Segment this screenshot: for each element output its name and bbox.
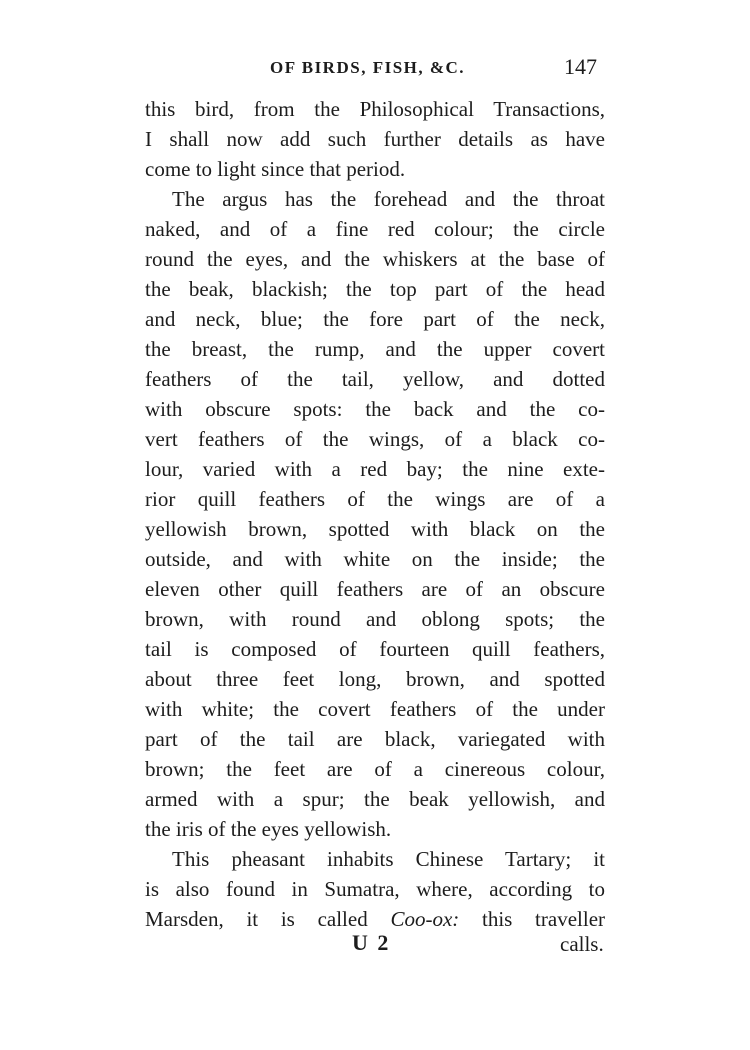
text-line: the beak, blackish; the top part of the head: [145, 277, 605, 301]
text-line: eleven other quill feathers are of an obscure: [145, 577, 605, 601]
body-text: [145, 94, 605, 934]
text-line: feathers of the tail, yellow, and dotted: [145, 367, 605, 391]
text-line: this bird, from the Philosophical Transactions,: [145, 97, 605, 121]
text-line: naked, and of a fine red colour; the circle: [145, 217, 605, 241]
text-line: brown; the feet are of a cinereous colour,: [145, 757, 605, 781]
text-line: and neck, blue; the fore part of the neck,: [145, 307, 605, 331]
text-fragment: Marsden, it is called: [145, 907, 391, 931]
text-line: yellowish brown, spotted with black on the: [145, 517, 605, 541]
text-line: lour, varied with a red bay; the nine exte-: [145, 457, 605, 481]
text-line: rior quill feathers of the wings are of a: [145, 487, 605, 511]
text-line: come to light since that period.: [145, 157, 406, 181]
text-line: vert feathers of the wings, of a black co-: [145, 427, 605, 451]
italic-term: Coo-ox:: [390, 907, 460, 931]
catchword: calls.: [560, 932, 604, 956]
text-line: the iris of the eyes yellowish.: [145, 817, 392, 841]
text-line: armed with a spur; the beak yellowish, and: [145, 787, 605, 811]
text-line: with obscure spots: the back and the co-: [145, 397, 605, 421]
signature-mark: U 2: [352, 930, 391, 955]
text-line: about three feet long, brown, and spotted: [145, 667, 605, 691]
text-line: with white; the covert feathers of the under: [145, 697, 605, 721]
paragraph-start-line: This pheasant inhabits Chinese Tartary; it: [172, 847, 605, 871]
page-number: 147: [564, 54, 597, 79]
text-line: outside, and with white on the inside; the: [145, 547, 605, 571]
text-line: round the eyes, and the whiskers at the base of: [145, 247, 605, 271]
text-line: part of the tail are black, variegated with: [145, 727, 605, 751]
text-line: tail is composed of fourteen quill feathers,: [145, 637, 605, 661]
text-fragment: this traveller: [459, 907, 606, 931]
page-header: [0, 52, 750, 86]
paragraph-start-line: The argus has the forehead and the throat: [172, 187, 605, 211]
text-line: I shall now add such further details as have: [145, 127, 605, 151]
text-line: brown, with round and oblong spots; the: [145, 607, 605, 631]
running-head: OF BIRDS, FISH, &C.: [270, 58, 466, 77]
text-line: the breast, the rump, and the upper covert: [145, 337, 605, 361]
page-footer: [0, 930, 750, 964]
text-line: is also found in Sumatra, where, according to: [145, 877, 605, 901]
